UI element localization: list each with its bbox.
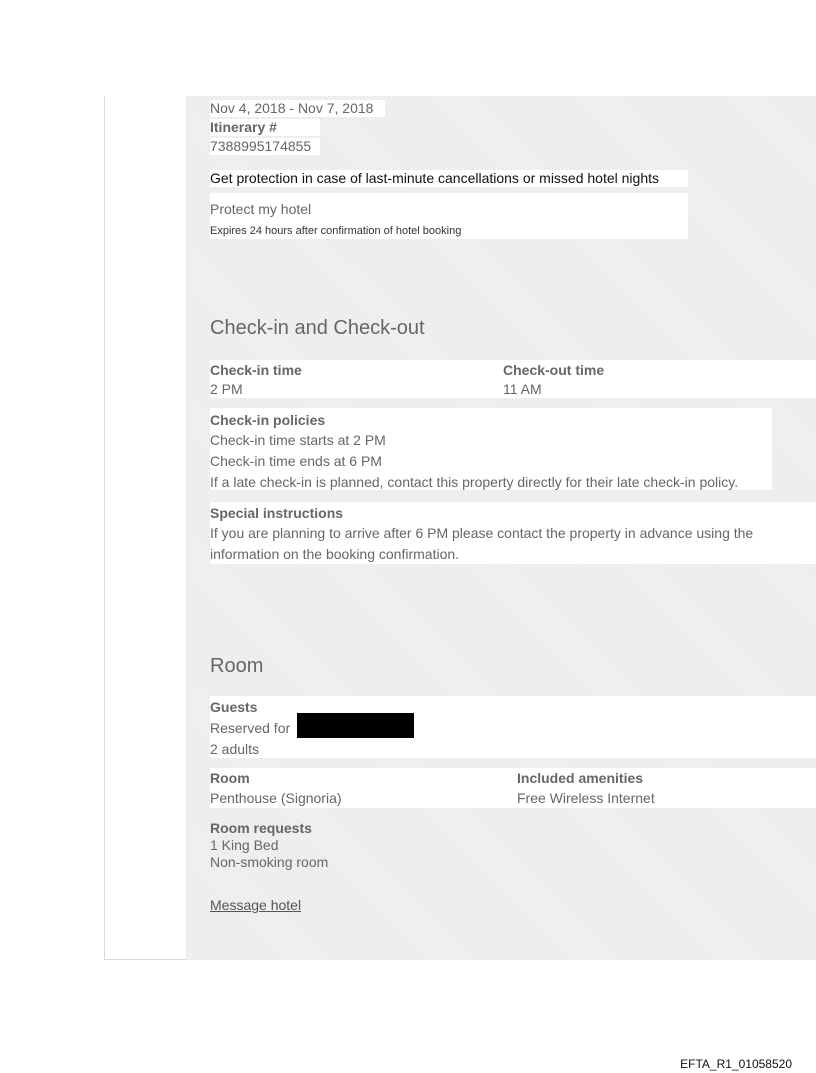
room-section-title: Room <box>210 655 264 677</box>
room-value: Penthouse (Signoria) <box>210 790 342 806</box>
checkin-section-title: Check-in and Check-out <box>210 317 425 339</box>
room-request-item: Non-smoking room <box>210 854 329 870</box>
special-instructions-line: information on the booking confirmation. <box>210 546 460 562</box>
booking-dates: Nov 4, 2018 - Nov 7, 2018 <box>210 100 385 117</box>
redaction-bar <box>297 713 414 738</box>
protection-heading: Get protection in case of last-minute cancellations or missed hotel nights <box>210 170 688 187</box>
checkin-times-row <box>210 360 816 398</box>
room-request-item: 1 King Bed <box>210 837 279 853</box>
reserved-for-label: Reserved for <box>210 720 291 736</box>
special-instructions-block <box>210 502 816 564</box>
protect-my-hotel-label[interactable]: Protect my hotel <box>210 201 312 217</box>
room-label: Room <box>210 770 250 786</box>
room-requests-label: Room requests <box>210 820 312 836</box>
guest-count: 2 adults <box>210 741 260 757</box>
room-details-row <box>210 768 816 808</box>
checkout-time-label: Check-out time <box>503 362 605 378</box>
message-hotel-link[interactable]: Message hotel <box>210 897 302 913</box>
checkin-policy-line: Check-in time starts at 2 PM <box>210 432 386 448</box>
amenities-value: Free Wireless Internet <box>517 790 655 806</box>
special-instructions-label: Special instructions <box>210 505 344 521</box>
protection-expiry-note: Expires 24 hours after confirmation of hotel booking <box>210 225 462 237</box>
checkin-policies-label: Check-in policies <box>210 412 326 428</box>
checkout-time-value: 11 AM <box>503 381 542 397</box>
checkin-policy-line: If a late check-in is planned, contact this property directly for their late check-in policy. <box>210 474 739 490</box>
document-id: EFTA_R1_01058520 <box>680 1057 792 1071</box>
checkin-time-value: 2 PM <box>210 381 243 397</box>
itinerary-label: Itinerary # <box>210 119 320 136</box>
itinerary-number: 7388995174855 <box>210 138 320 155</box>
checkin-policies-block <box>210 408 772 490</box>
guests-label: Guests <box>210 699 258 715</box>
amenities-label: Included amenities <box>517 770 644 786</box>
checkin-policy-line: Check-in time ends at 6 PM <box>210 453 382 469</box>
special-instructions-line: If you are planning to arrive after 6 PM please contact the property in advance using the <box>210 525 754 541</box>
protection-option[interactable] <box>210 193 688 239</box>
checkin-time-label: Check-in time <box>210 362 302 378</box>
